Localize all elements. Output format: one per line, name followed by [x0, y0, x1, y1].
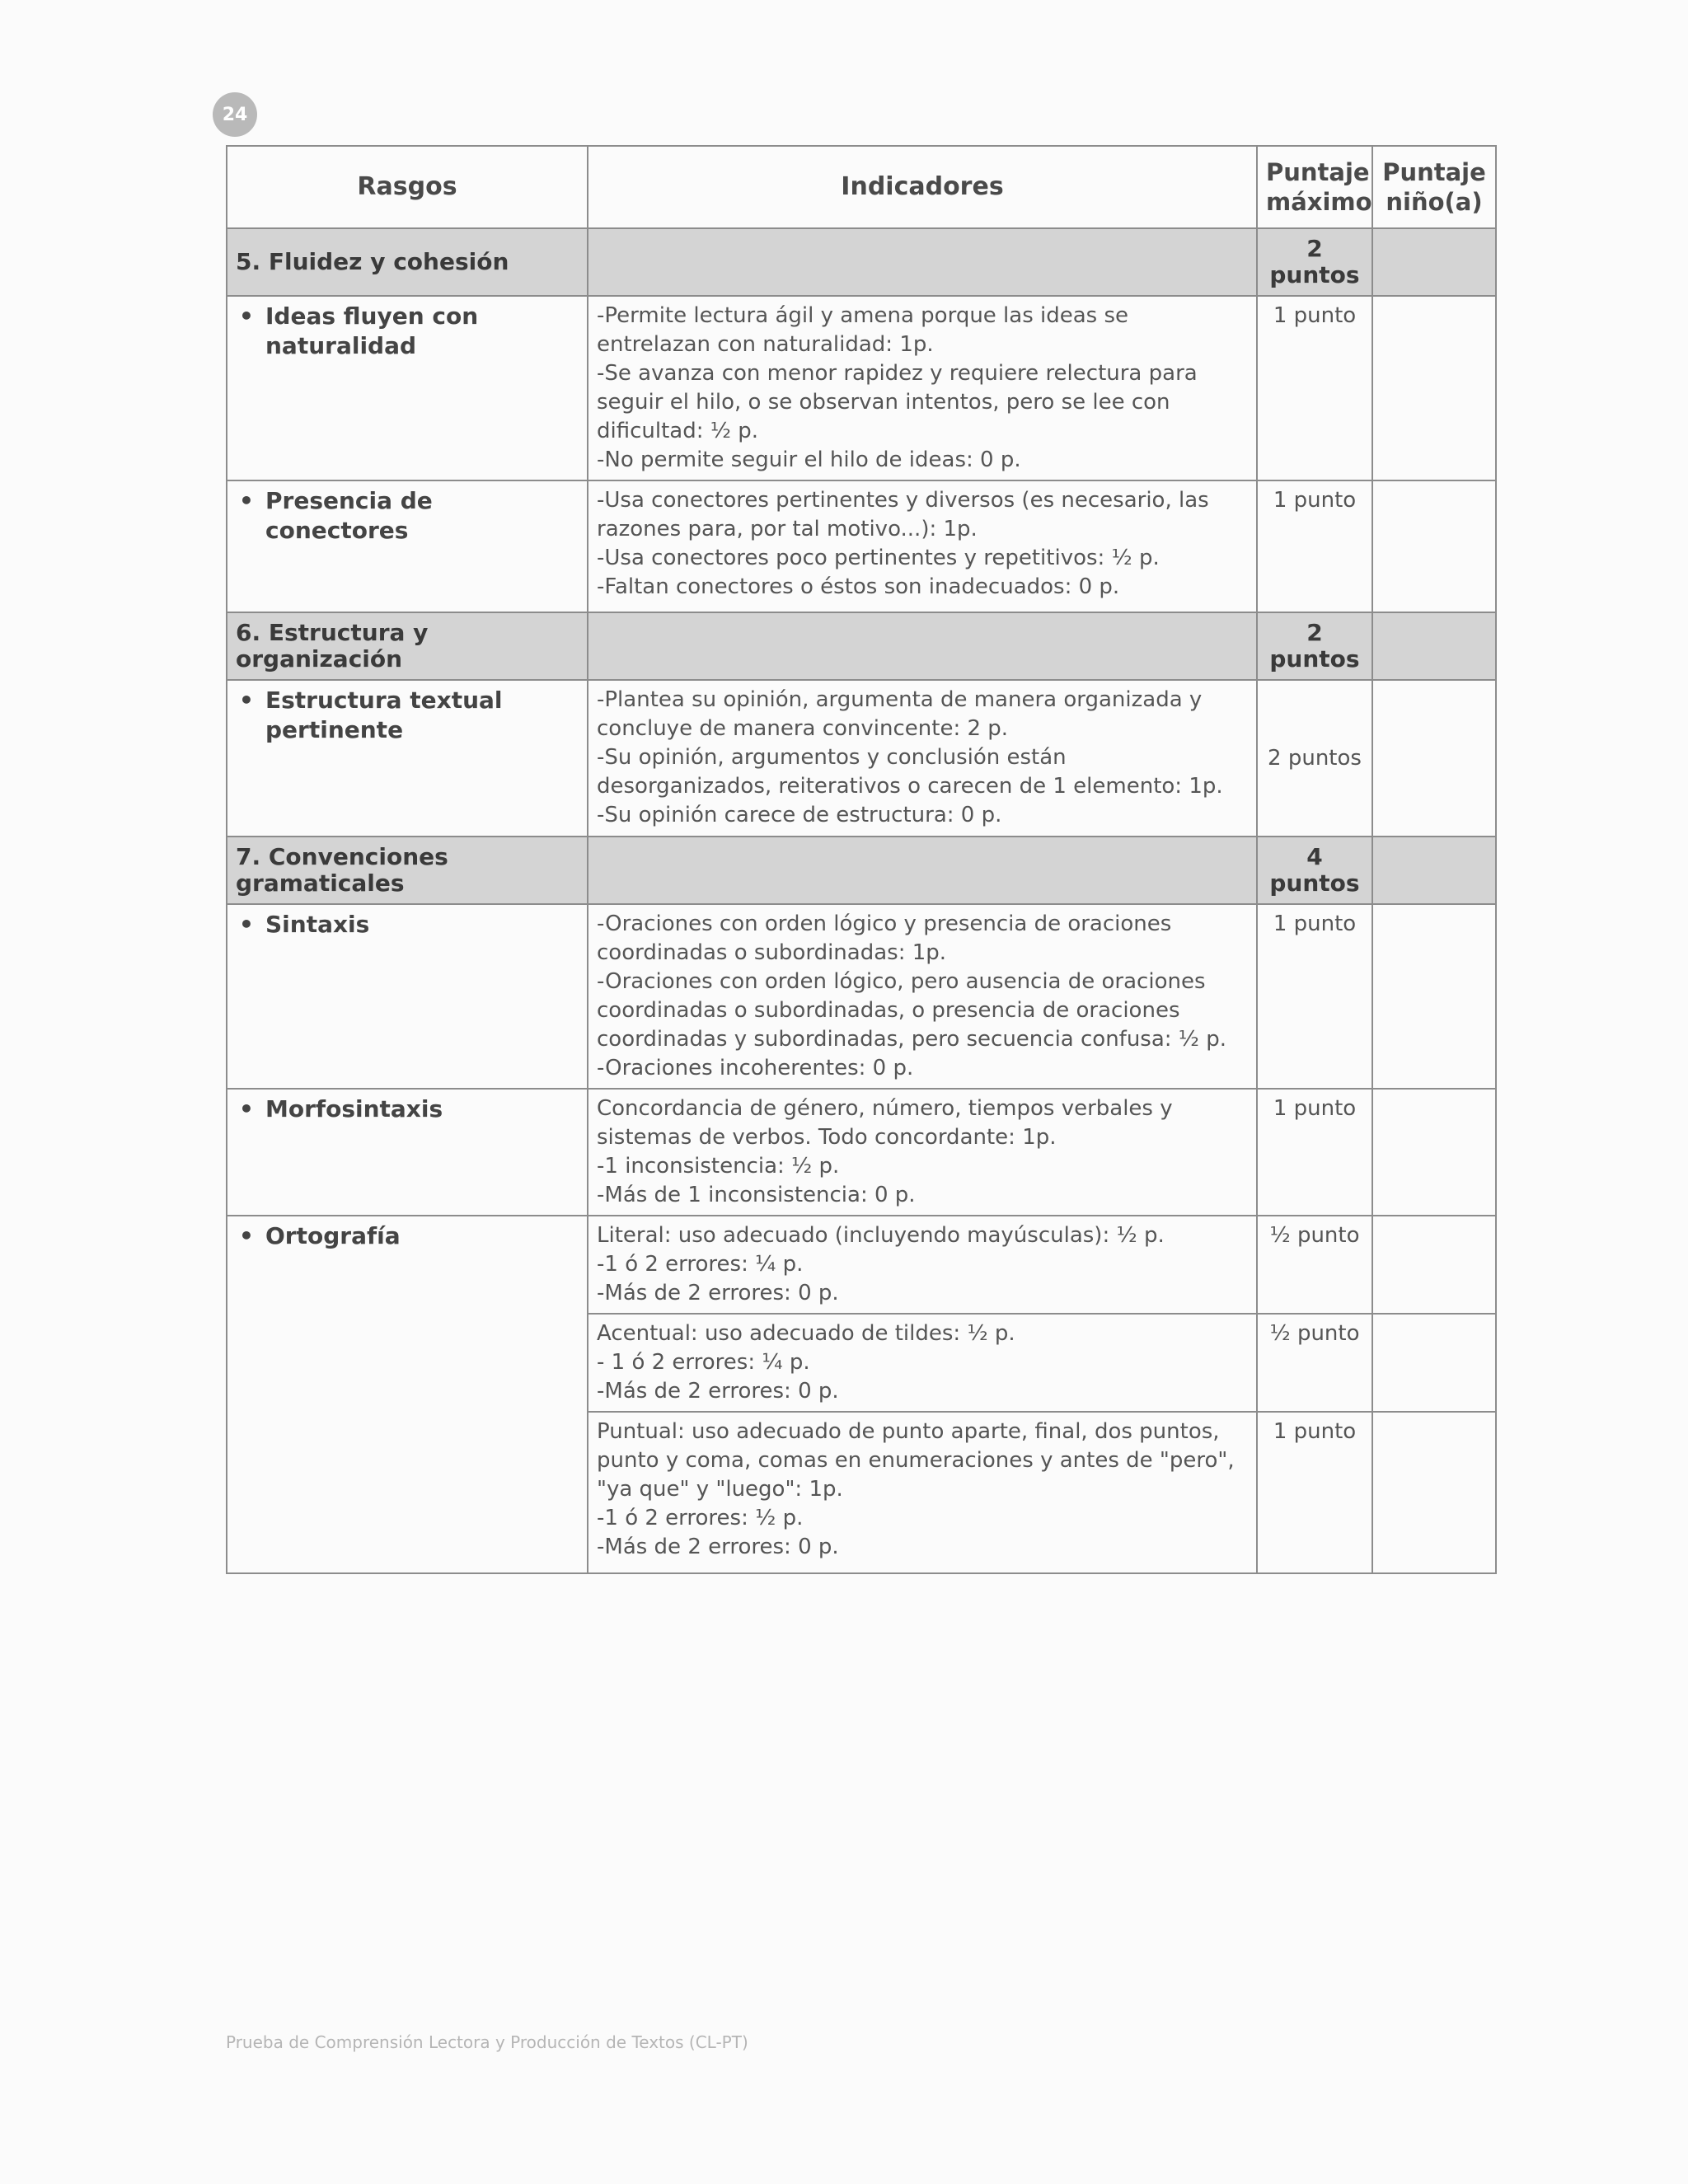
section-points: 4 puntos — [1257, 837, 1372, 904]
header-indicadores: Indicadores — [588, 146, 1257, 228]
trait-label: Sintaxis — [265, 911, 370, 938]
trait-cell: • Ideas fluyen con naturalidad — [227, 296, 588, 480]
max-points-cell: 1 punto — [1257, 1089, 1372, 1216]
indicators-cell — [588, 1314, 1257, 1412]
indicator: -Oraciones incoherentes: 0 p. — [597, 1056, 914, 1080]
table-row — [227, 904, 1496, 1089]
trait-cell: • Sintaxis — [227, 904, 588, 1089]
header-puntaje-maximo: Puntaje máximo — [1257, 146, 1372, 228]
section-row-estructura — [227, 612, 1496, 680]
max-points-cell: 1 punto — [1257, 296, 1372, 480]
max-points-cell: 1 punto — [1257, 904, 1372, 1089]
indicator: -Oraciones con orden lógico y presencia de oraciones coordinadas o subordinadas: 1p. — [597, 912, 1172, 965]
page-number: 24 — [213, 92, 257, 137]
header-puntaje-nino: Puntaje niño(a) — [1372, 146, 1496, 228]
trait-cell: • Estructura textual pertinente — [227, 680, 588, 837]
indicator: Concordancia de género, número, tiempos verbales y sistemas de verbos. Todo concordante: 1p. — [597, 1096, 1173, 1150]
section-points: 2 puntos — [1257, 612, 1372, 680]
indicator: Puntual: uso adecuado de punto aparte, final, dos puntos, punto y coma, comas en enumeraciones y antes de "pero", "ya que" y "luego": 1p. — [597, 1419, 1235, 1502]
indicator: -1 inconsistencia: ½ p. — [597, 1154, 840, 1179]
trait-label: Ideas fluyen con naturalidad — [265, 302, 479, 359]
indicator: -Su opinión, argumentos y conclusión están desorganizados, reiterativos o carecen de 1 elemento: 1p. — [597, 745, 1223, 799]
indicators-cell — [588, 1412, 1257, 1573]
max-points-cell: ½ punto — [1257, 1216, 1372, 1314]
section-title: 7. Convenciones gramaticales — [227, 837, 588, 904]
trait-cell: • Morfosintaxis — [227, 1089, 588, 1216]
child-score-cell — [1372, 904, 1496, 1089]
max-points-cell: 1 punto — [1257, 480, 1372, 612]
indicators-cell — [588, 1216, 1257, 1314]
trait-label: Morfosintaxis — [265, 1095, 443, 1122]
table-row — [227, 296, 1496, 480]
rubric-table — [226, 145, 1497, 1574]
indicator: -Oraciones con orden lógico, pero ausencia de oraciones coordinadas o subordinadas, o presencia de oraciones coordinadas y subordinadas, pero secuencia confusa: ½ p. — [597, 969, 1227, 1052]
indicator: -Más de 2 errores: 0 p. — [597, 1281, 839, 1305]
max-points-cell: 2 puntos — [1257, 680, 1372, 837]
indicators-cell — [588, 904, 1257, 1089]
child-score-cell — [1372, 480, 1496, 612]
indicators-cell — [588, 1089, 1257, 1216]
indicator: -Usa conectores poco pertinentes y repetitivos: ½ p. — [597, 546, 1160, 570]
indicator: -No permite seguir el hilo de ideas: 0 p. — [597, 448, 1021, 472]
indicator: Acentual: uso adecuado de tildes: ½ p. — [597, 1321, 1015, 1346]
table-row — [227, 1089, 1496, 1216]
trait-label: Ortografía — [265, 1222, 401, 1249]
indicators-cell — [588, 480, 1257, 612]
child-score-cell — [1372, 1412, 1496, 1573]
indicator: -Usa conectores pertinentes y diversos (es necesario, las razones para, por tal motivo...): 1p. — [597, 488, 1209, 541]
trait-label: Estructura textual pertinente — [265, 687, 503, 743]
indicator: -1 ó 2 errores: ¼ p. — [597, 1252, 804, 1277]
indicators-cell — [588, 296, 1257, 480]
indicator: -Su opinión carece de estructura: 0 p. — [597, 803, 1002, 827]
child-score-cell — [1372, 296, 1496, 480]
table-row — [227, 1216, 1496, 1314]
section-row-fluidez — [227, 228, 1496, 296]
child-score-cell — [1372, 1216, 1496, 1314]
trait-cell: • Ortografía — [227, 1216, 588, 1573]
max-points-cell: ½ punto — [1257, 1314, 1372, 1412]
indicator: -Más de 1 inconsistencia: 0 p. — [597, 1183, 916, 1207]
section-title: 5. Fluidez y cohesión — [227, 228, 588, 296]
max-points-cell: 1 punto — [1257, 1412, 1372, 1573]
child-score-cell — [1372, 680, 1496, 837]
trait-cell: • Presencia de conectores — [227, 480, 588, 612]
table-row — [227, 480, 1496, 612]
indicator: -Permite lectura ágil y amena porque las ideas se entrelazan con naturalidad: 1p. — [597, 303, 1129, 357]
indicator: -Se avanza con menor rapidez y requiere relectura para seguir el hilo, o se observan intentos, pero se lee con dificultad: ½ p. — [597, 361, 1198, 443]
table-row — [227, 680, 1496, 837]
indicators-cell — [588, 680, 1257, 837]
indicator: -Más de 2 errores: 0 p. — [597, 1379, 839, 1404]
header-rasgos: Rasgos — [227, 146, 588, 228]
indicator: - 1 ó 2 errores: ¼ p. — [597, 1350, 810, 1375]
child-score-cell — [1372, 1314, 1496, 1412]
indicator: -Más de 2 errores: 0 p. — [597, 1535, 839, 1559]
indicator: -Plantea su opinión, argumenta de manera organizada y concluye de manera convincente: 2 p. — [597, 687, 1203, 741]
indicator: -Faltan conectores o éstos son inadecuados: 0 p. — [597, 574, 1120, 599]
section-title: 6. Estructura y organización — [227, 612, 588, 680]
page-footer: Prueba de Comprensión Lectora y Producción de Textos (CL-PT) — [226, 2032, 748, 2052]
section-row-convenciones — [227, 837, 1496, 904]
indicator: -1 ó 2 errores: ½ p. — [597, 1506, 804, 1530]
header-row — [227, 146, 1496, 228]
indicator: Literal: uso adecuado (incluyendo mayúsculas): ½ p. — [597, 1223, 1165, 1248]
section-points: 2 puntos — [1257, 228, 1372, 296]
child-score-cell — [1372, 1089, 1496, 1216]
trait-label: Presencia de conectores — [265, 487, 433, 544]
